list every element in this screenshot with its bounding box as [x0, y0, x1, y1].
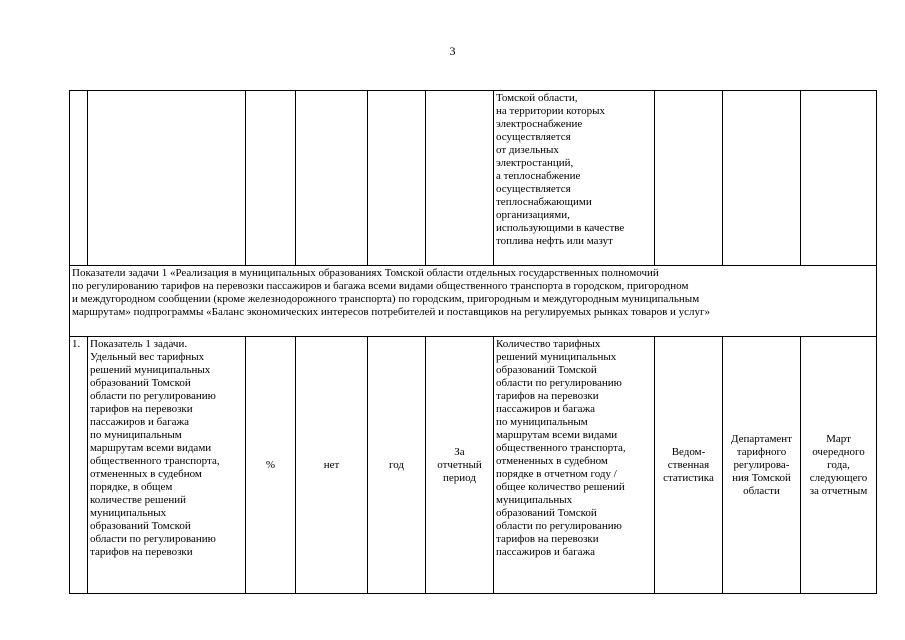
- indicator-responsible: Департамент тарифного регулирова- ния Томской области: [723, 337, 801, 594]
- indicator-deadline: Март очередного года, следующего за отчетным: [801, 337, 877, 594]
- cell-name: [88, 91, 246, 266]
- indicator-unit: %: [246, 337, 296, 594]
- cell-responsible: [723, 91, 801, 266]
- indicator-periodicity: год: [368, 337, 426, 594]
- indicator-name: Показатель 1 задачи. Удельный вес тарифных решений муниципальных образований Томской области по регулированию тарифов на перевозки пассажиров и багажа по муниципальным маршрутам всеми видами общественного транспорта, отмененных в судебном порядке, в общем количестве решений муниципальных образований Томской области по регулированию тарифов на перевозки: [88, 337, 246, 594]
- task-header-row: [70, 266, 877, 337]
- continued-row: [70, 91, 877, 266]
- cell-time: [426, 91, 494, 266]
- cell-number: [70, 91, 88, 266]
- cell-source: [655, 91, 723, 266]
- indicator-source: Ведом- ственная статистика: [655, 337, 723, 594]
- cell-unit: [246, 91, 296, 266]
- indicator-col4: нет: [296, 337, 368, 594]
- cell-formula: Томской области, на территории которых электроснабжение осуществляется от дизельных электростанций, а теплоснабжение осуществляется теплоснабжающими организациями, использующими в качестве топлива нефть или мазут: [494, 91, 655, 266]
- page-number: 3: [449, 44, 456, 58]
- indicator-formula: Количество тарифных решений муниципальных образований Томской области по регулированию тарифов на перевозки пассажиров и багажа по муниципальным маршрутам всеми видами общественного транспорта, отмененных в судебном порядке в отчетном году / общее количество решений муниципальных образований Томской области по регулированию тарифов на перевозки пассажиров и багажа: [494, 337, 655, 594]
- cell-col4: [296, 91, 368, 266]
- task-header: Показатели задачи 1 «Реализация в муниципальных образованиях Томской области отдельных государственных полномочий по регулированию тарифов на перевозки пассажиров и багажа всеми видами общественного транспорта в городском, пригородном и междугородном сообщении (кроме железнодорожного транспорта) по городским, пригородным и междугородным муниципальным маршрутам» подпрограммы «Баланс экономических интересов потребителей и поставщиков на регулируемых рынках товаров и услуг»: [70, 266, 877, 337]
- cell-deadline: [801, 91, 877, 266]
- indicator-time: За отчетный период: [426, 337, 494, 594]
- indicators-table: [69, 90, 877, 594]
- indicator-number: 1.: [70, 337, 88, 594]
- cell-periodicity: [368, 91, 426, 266]
- indicator-row: [70, 337, 877, 594]
